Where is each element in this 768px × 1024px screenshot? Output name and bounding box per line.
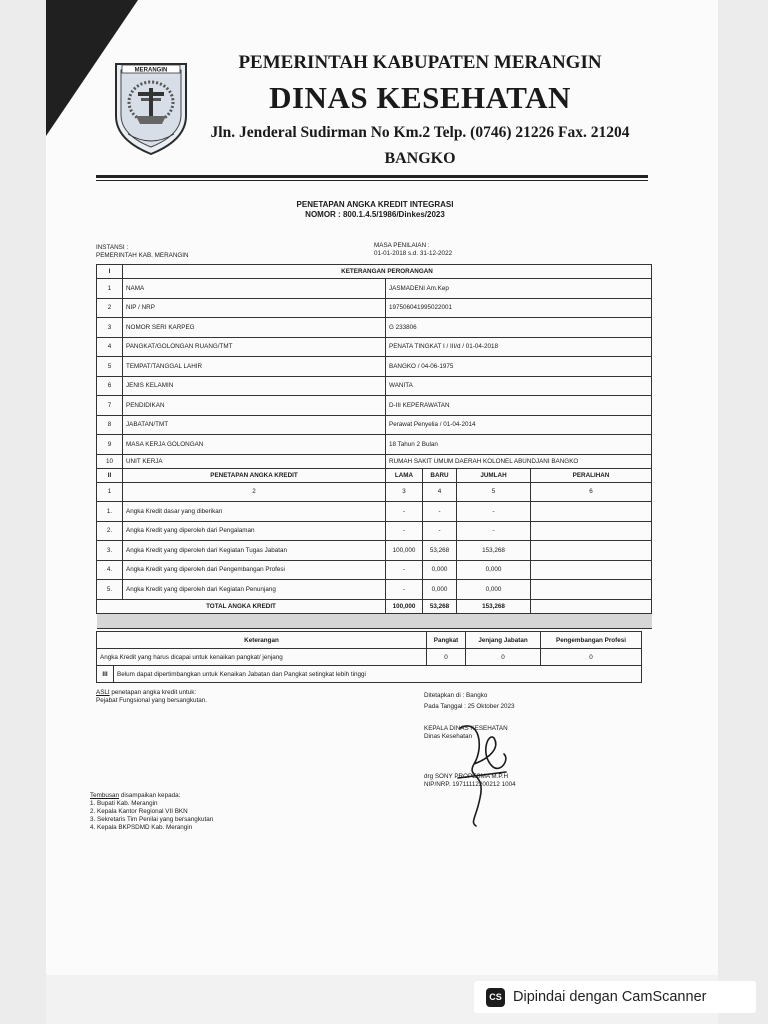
cell-peralihan [531,541,652,561]
kop-dinas: DINAS KESEHATAN [269,80,571,115]
list-item: 1. Bupati Kab. Merangin [90,800,158,807]
keterangan-pangkat: 0 [427,649,466,666]
row-number: 4 [97,337,123,357]
colnum: 6 [531,482,652,502]
row-value: Perawat Penyelia / 01-04-2014 [386,415,652,435]
colnum: 5 [457,482,531,502]
cell-peralihan [531,560,652,580]
table-row [97,376,652,396]
row-label: NAMA [123,279,386,299]
instansi-block [96,244,316,260]
row-label: PENDIDIKAN [123,396,386,416]
row-label: Angka Kredit yang diperoleh dari Kegiatan Penunjang [123,580,386,600]
total-lama: 100,000 [386,599,423,613]
col-pengembangan: Pengembangan Profesi [541,632,642,649]
total-label: TOTAL ANGKA KREDIT [97,599,386,613]
row-number: 1 [97,279,123,299]
colnum: 2 [123,482,386,502]
tembusan-prefix: Tembusan [90,792,120,799]
cell-jumlah: 153,268 [457,541,531,561]
keterangan-row [97,649,642,666]
penetapan-block [424,690,624,712]
section3-row [97,666,642,683]
colnum: 1 [97,482,123,502]
asli-prefix: ASLI [96,689,110,696]
table-row [97,580,652,600]
masa-value: 01-01-2018 s.d. 31-12-2022 [374,250,453,257]
instansi-label: INSTANSI : [96,244,129,251]
row-number: 3. [97,541,123,561]
keterangan-table [96,631,642,683]
row-value: RUMAH SAKIT UMUM DAERAH KOLONEL ABUNDJANI BANGKO [386,454,652,468]
section1-number: I [97,265,123,279]
row-number: 10 [97,454,123,468]
spacer-cell [97,613,652,628]
kop-kota: BANGKO [384,150,456,167]
section2-number: II [97,468,123,482]
row-number: 7 [97,396,123,416]
keterangan-jenjang: 0 [466,649,541,666]
row-label: Angka Kredit dasar yang diberikan [123,502,386,522]
row-number: 8 [97,415,123,435]
row-label: NOMOR SERI KARPEG [123,318,386,338]
section2-heading: PENETAPAN ANGKA KREDIT [123,468,386,482]
row-value: 197506041995022001 [386,298,652,318]
section3-text: Belum dapat dipertimbangkan untuk Kenaikan Jabatan dan Pangkat setingkat lebih tinggi [114,666,642,683]
tembusan-block [90,792,350,832]
table-row [97,521,652,541]
cell-peralihan [531,580,652,600]
pada-tanggal: Pada Tanggal : 25 Oktober 2023 [424,703,515,710]
cell-jumlah: 0,000 [457,580,531,600]
ditetapkan-di: Ditetapkan di : Bangko [424,692,488,699]
row-number: 2 [97,298,123,318]
row-label: JENIS KELAMIN [123,376,386,396]
cell-lama: - [386,502,423,522]
col-lama: LAMA [386,468,423,482]
row-value: BANGKO / 04-06-1975 [386,357,652,377]
section1-heading: KETERANGAN PERORANGAN [123,265,652,279]
asli-line1-rest: penetapan angka kredit untuk: [109,689,197,696]
cell-jumlah: - [457,502,531,522]
camscanner-text: Dipindai dengan CamScanner [513,989,707,1005]
cell-lama: - [386,560,423,580]
total-row [97,599,652,613]
keterangan-label: Angka Kredit yang harus dicapai untuk kenaikan pangkat/ jenjang [97,649,427,666]
col-jenjang: Jenjang Jabatan [466,632,541,649]
cell-jumlah: 0,000 [457,560,531,580]
logo-label: MERANGIN [134,67,168,74]
col-jumlah: JUMLAH [457,468,531,482]
kop-divider [96,175,648,178]
cell-lama: - [386,580,423,600]
cell-baru: 0,000 [423,580,457,600]
row-label: TEMPAT/TANGGAL LAHIR [123,357,386,377]
col-pangkat: Pangkat [427,632,466,649]
tembusan-heading [90,792,350,800]
table-row [97,541,652,561]
cell-baru: - [423,502,457,522]
instansi-value: PEMERINTAH KAB. MERANGIN [96,252,189,259]
row-value: PENATA TINGKAT I / III/d / 01-04-2018 [386,337,652,357]
signatory-nip: NIP/NRP. 19711112200212 1004 [424,781,516,788]
row-number: 9 [97,435,123,455]
cell-baru: - [423,521,457,541]
table-row [97,298,652,318]
row-number: 1. [97,502,123,522]
penetapan-table [96,264,652,629]
kop-alamat: Jln. Jenderal Sudirman No Km.2 Telp. (0746) 21226 Fax. 21204 [210,124,630,141]
camscanner-watermark [474,981,756,1013]
row-number: 2. [97,521,123,541]
list-item: 2. Kepala Kantor Regional VII BKN [90,808,188,815]
jabatan-instansi: Dinas Kesehatan [424,733,472,740]
row-value: WANITA [386,376,652,396]
table-row [97,560,652,580]
cell-peralihan [531,521,652,541]
row-number: 4. [97,560,123,580]
colnum: 3 [386,482,423,502]
section2-header-row [97,468,652,482]
table-row [97,435,652,455]
list-item: 3. Sekretaris Tim Penilai yang bersangkutan [90,816,214,823]
row-number: 5. [97,580,123,600]
table-row [97,279,652,299]
keterangan-header-row [97,632,642,649]
row-label: NIP / NRP [123,298,386,318]
total-peralihan [531,599,652,613]
spacer-row [97,613,652,628]
kop-pemerintah: PEMERINTAH KABUPATEN MERANGIN [238,52,602,73]
cell-lama: 100,000 [386,541,423,561]
row-number: 6 [97,376,123,396]
row-number: 5 [97,357,123,377]
row-label: MASA KERJA GOLONGAN [123,435,386,455]
signatory-name: drg SONY PROPESMA M.P.H [424,773,509,780]
signatory-block [424,773,624,789]
asli-line2: Pejabat Fungsional yang bersangkutan. [96,697,207,704]
title-number: NOMOR : 800.1.4.5/1986/Dinkes/2023 [305,210,445,219]
row-value: JASMADENI Am.Kep [386,279,652,299]
table-row [97,357,652,377]
row-value: G 233806 [386,318,652,338]
row-label: JABATAN/TMT [123,415,386,435]
tembusan-heading-rest: disampaikan kepada: [119,792,181,799]
jabatan-kepala: KEPALA DINAS KESEHATAN [424,725,508,732]
table-row [97,415,652,435]
keterangan-heading: Keterangan [97,632,427,649]
row-label: Angka Kredit yang diperoleh dari Kegiatan Tugas Jabatan [123,541,386,561]
column-number-row [97,482,652,502]
keterangan-pengembangan: 0 [541,649,642,666]
cell-jumlah: - [457,521,531,541]
total-jumlah: 153,268 [457,599,531,613]
table-row [97,454,652,468]
section1-header-row [97,265,652,279]
cell-peralihan [531,502,652,522]
cell-baru: 0,000 [423,560,457,580]
row-label: Angka Kredit yang diperoleh dari Pengembangan Profesi [123,560,386,580]
cell-lama: - [386,521,423,541]
document-title [200,200,550,220]
table-row [97,337,652,357]
row-number: 3 [97,318,123,338]
list-item: 4. Kepala BKPSDMD Kab. Merangin [90,824,193,831]
col-baru: BARU [423,468,457,482]
table-row [97,396,652,416]
asli-note [96,689,356,705]
masa-penilaian-block [374,242,594,258]
colnum: 4 [423,482,457,502]
table-row [97,502,652,522]
col-peralihan: PERALIHAN [531,468,652,482]
asli-line1 [96,689,356,697]
kop-divider-thin [96,180,648,181]
merangin-emblem-icon [112,58,190,156]
row-label: UNIT KERJA [123,454,386,468]
row-label: Angka Kredit yang diperoleh dari Pengalaman [123,521,386,541]
row-value: D-III KEPERAWATAN [386,396,652,416]
section3-number: III [97,666,114,683]
title-line1: PENETAPAN ANGKA KREDIT INTEGRASI [296,200,454,209]
masa-label: MASA PENILAIAN : [374,242,430,249]
camscanner-icon: CS [486,988,505,1007]
total-baru: 53,268 [423,599,457,613]
table-row [97,318,652,338]
row-value: 18 Tahun 2 Bulan [386,435,652,455]
cell-baru: 53,268 [423,541,457,561]
row-label: PANGKAT/GOLONGAN RUANG/TMT [123,337,386,357]
